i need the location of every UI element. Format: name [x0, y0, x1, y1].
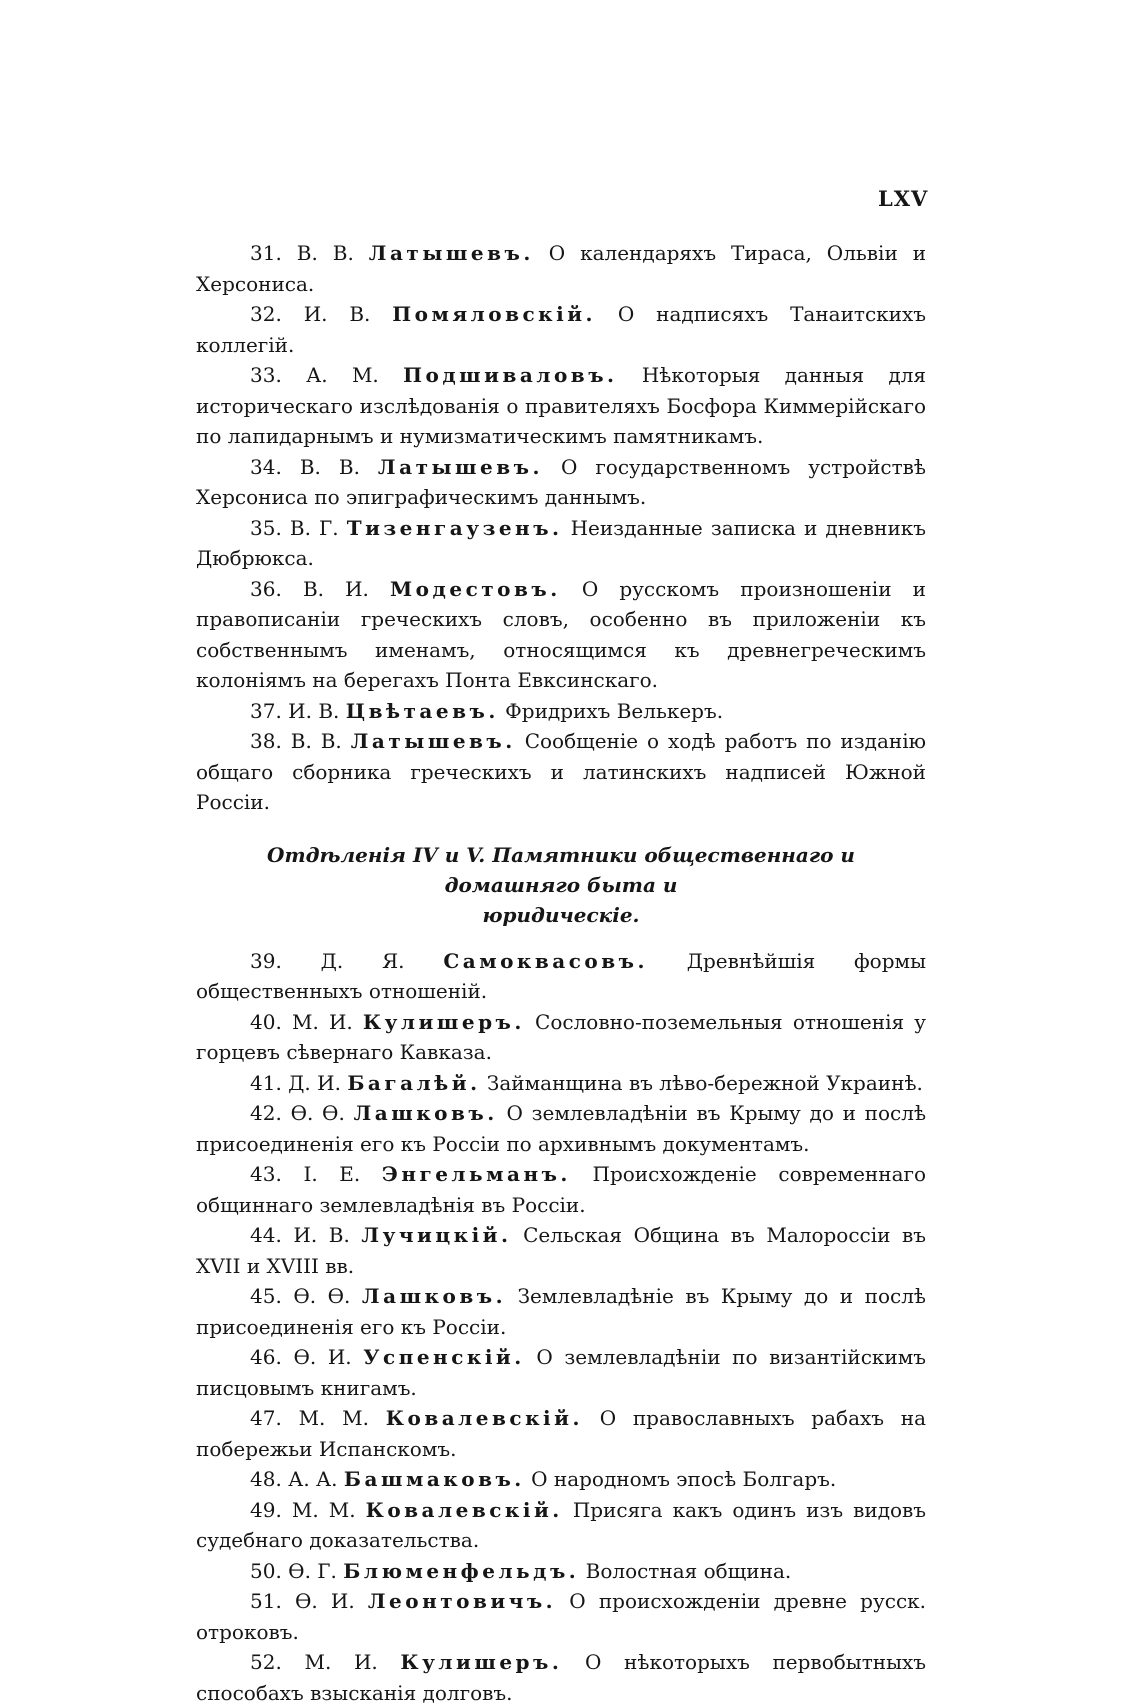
entry-title: О русскомъ произношеніи и правописаніи греческихъ словъ, особенно въ приложеніи къ собственнымъ именамъ, относящимся къ древнегреческимъ колоніямъ на берегахъ Понта Евксинскаго. [196, 577, 926, 693]
entry-number: 45. [250, 1284, 282, 1308]
entry-author: Латышевъ. [369, 241, 534, 265]
entry [196, 238, 926, 299]
entry [196, 1098, 926, 1159]
entry-author: Ковалевскій. [386, 1406, 583, 1430]
page-number: LXV [878, 186, 928, 211]
entry-author: Самоквасовъ. [443, 949, 648, 973]
entry-author: Модестовъ. [390, 577, 561, 601]
entry-author: Лучицкій. [361, 1223, 511, 1247]
entry-number: 33. [250, 363, 282, 387]
entry-title: Сообщеніе о ходѣ работъ по изданію общаго сборника греческихъ и латинскихъ надписей Южной Россіи. [196, 729, 926, 814]
entry [196, 574, 926, 696]
entry-title: Сословно-поземельныя отношенія у горцевъ сѣвернаго Кавказа. [196, 1010, 926, 1065]
entry-author: Блюменфельдъ. [343, 1559, 579, 1583]
entry-author: Кулишеръ. [363, 1010, 525, 1034]
entry-author: Тизенгаузенъ. [347, 516, 563, 540]
entry-author: Лашковъ. [362, 1284, 506, 1308]
entry-initials: Д. И. [288, 1071, 341, 1095]
entry-number: 47. [250, 1406, 282, 1430]
entry-initials: А. А. [288, 1467, 337, 1491]
entry-initials: В. И. [303, 577, 369, 601]
entry-number: 37. [250, 699, 282, 723]
entry-initials: Ѳ. Г. [288, 1559, 337, 1583]
entry [196, 299, 926, 360]
entry-number: 51. [250, 1589, 282, 1613]
entry-number: 43. [250, 1162, 282, 1186]
entry-number: 46. [250, 1345, 282, 1369]
entry-initials: Ѳ. Ѳ. [291, 1101, 345, 1125]
entry-initials: И. В. [304, 302, 371, 326]
entry [196, 1068, 926, 1099]
entry-number: 40. [250, 1010, 282, 1034]
entry-initials: Ѳ. И. [293, 1345, 351, 1369]
entry-author: Багалѣй. [347, 1071, 480, 1095]
entry [196, 513, 926, 574]
entry-author: Цвѣтаевъ. [346, 699, 499, 723]
entry-number: 42. [250, 1101, 282, 1125]
entry-author: Латышевъ. [378, 455, 543, 479]
entry-title: О происхожденіи древне русск. отроковъ. [196, 1589, 926, 1644]
entry-initials: В. В. [300, 455, 360, 479]
entry-initials: Ѳ. И. [295, 1589, 355, 1613]
entry [196, 1586, 926, 1647]
entry-title: Землевладѣніе въ Крыму до и послѣ присоединенія его къ Россіи. [196, 1284, 926, 1339]
entry-initials: М. И. [292, 1010, 353, 1034]
entry-author: Башмаковъ. [344, 1467, 525, 1491]
entry-number: 50. [250, 1559, 282, 1583]
entry-author: Энгельманъ. [382, 1162, 571, 1186]
section-heading [196, 840, 926, 930]
entry-title: О народномъ эпосѣ Болгаръ. [531, 1467, 836, 1491]
entry-title: Займанщина въ лѣво-бережной Украинѣ. [487, 1071, 923, 1095]
entry-initials: І. Е. [303, 1162, 360, 1186]
entry-title: Происхожденіе современнаго общиннаго землевладѣнія въ Россіи. [196, 1162, 926, 1217]
entry [196, 452, 926, 513]
entry [196, 1403, 926, 1464]
entry [196, 1342, 926, 1403]
entry-number: 48. [250, 1467, 282, 1491]
section-heading-line2: юридическіе. [206, 900, 916, 930]
entry-group-2 [196, 946, 926, 1708]
entry [196, 726, 926, 818]
entry-author: Ковалевскій. [366, 1498, 563, 1522]
entry-author: Леонтовичъ. [368, 1589, 556, 1613]
entry [196, 696, 926, 727]
entry-title: Присяга какъ одинъ изъ видовъ судебнаго доказательства. [196, 1498, 926, 1553]
entry-author: Кулишеръ. [400, 1650, 562, 1674]
entry-initials: В. Г. [290, 516, 339, 540]
entry-author: Успенскій. [363, 1345, 524, 1369]
entry-title: Неизданные записка и дневникъ Дюбрюкса. [196, 516, 926, 571]
entry-initials: В. В. [297, 241, 354, 265]
entry-group-1 [196, 238, 926, 818]
entry-initials: И. В. [288, 699, 339, 723]
entry [196, 1464, 926, 1495]
entry-number: 31. [250, 241, 282, 265]
entry [196, 1647, 926, 1708]
entry [196, 1495, 926, 1556]
entry-initials: М. М. [299, 1406, 369, 1430]
entry-title: О надписяхъ Танаитскихъ коллегій. [196, 302, 926, 357]
entry-initials: Ѳ. Ѳ. [293, 1284, 350, 1308]
entry-number: 38. [250, 729, 282, 753]
entry-initials: М. М. [292, 1498, 356, 1522]
entry [196, 1007, 926, 1068]
entry-author: Лашковъ. [354, 1101, 498, 1125]
entry-title: Фридрихъ Велькеръ. [505, 699, 723, 723]
entry-number: 39. [250, 949, 282, 973]
entry [196, 1159, 926, 1220]
entry-title: О землевладѣніи по византійскимъ писцовымъ книгамъ. [196, 1345, 926, 1400]
entry [196, 1220, 926, 1281]
entry-title: Сельская Община въ Малороссіи въ XVII и XVIII вв. [196, 1223, 926, 1278]
entry-number: 34. [250, 455, 282, 479]
entry-number: 35. [250, 516, 282, 540]
entry-title: Нѣкоторыя данныя для историческаго изслѣдованія о правителяхъ Босфора Киммерійскаго по лапидарнымъ и нумизматическимъ памятникамъ. [196, 363, 926, 448]
entry-number: 49. [250, 1498, 282, 1522]
entry-title: О календаряхъ Тираса, Ольвіи и Херсониса. [196, 241, 926, 296]
entry-initials: И. В. [293, 1223, 349, 1247]
entry-title: О нѣкоторыхъ первобытныхъ способахъ взысканія долговъ. [196, 1650, 926, 1705]
entry-author: Подшиваловъ. [403, 363, 617, 387]
entry-title: О православныхъ рабахъ на побережьи Испанскомъ. [196, 1406, 926, 1461]
entry-initials: А. М. [306, 363, 379, 387]
entry-number: 41. [250, 1071, 282, 1095]
entry-title: О землевладѣніи въ Крыму до и послѣ присоединенія его къ Россіи по архивнымъ документамъ. [196, 1101, 926, 1156]
entry-title: Волостная община. [586, 1559, 792, 1583]
entry-title: О государственномъ устройствѣ Херсониса по эпиграфическимъ даннымъ. [196, 455, 926, 510]
entry [196, 360, 926, 452]
entry [196, 1281, 926, 1342]
entry-initials: В. В. [291, 729, 342, 753]
entry-number: 32. [250, 302, 282, 326]
entry-list [196, 238, 926, 1708]
entry [196, 1556, 926, 1587]
entry-number: 36. [250, 577, 282, 601]
entry-author: Латышевъ. [351, 729, 516, 753]
entry-author: Помяловскій. [392, 302, 596, 326]
entry [196, 946, 926, 1007]
entry-number: 52. [250, 1650, 282, 1674]
entry-number: 44. [250, 1223, 282, 1247]
section-heading-line1: Отдѣленія IV и V. Памятники общественнаго и домашняго быта и [267, 843, 855, 897]
entry-title: Древнѣйшія формы общественныхъ отношеній. [196, 949, 926, 1004]
entry-initials: М. И. [304, 1650, 377, 1674]
entry-initials: Д. Я. [321, 949, 405, 973]
